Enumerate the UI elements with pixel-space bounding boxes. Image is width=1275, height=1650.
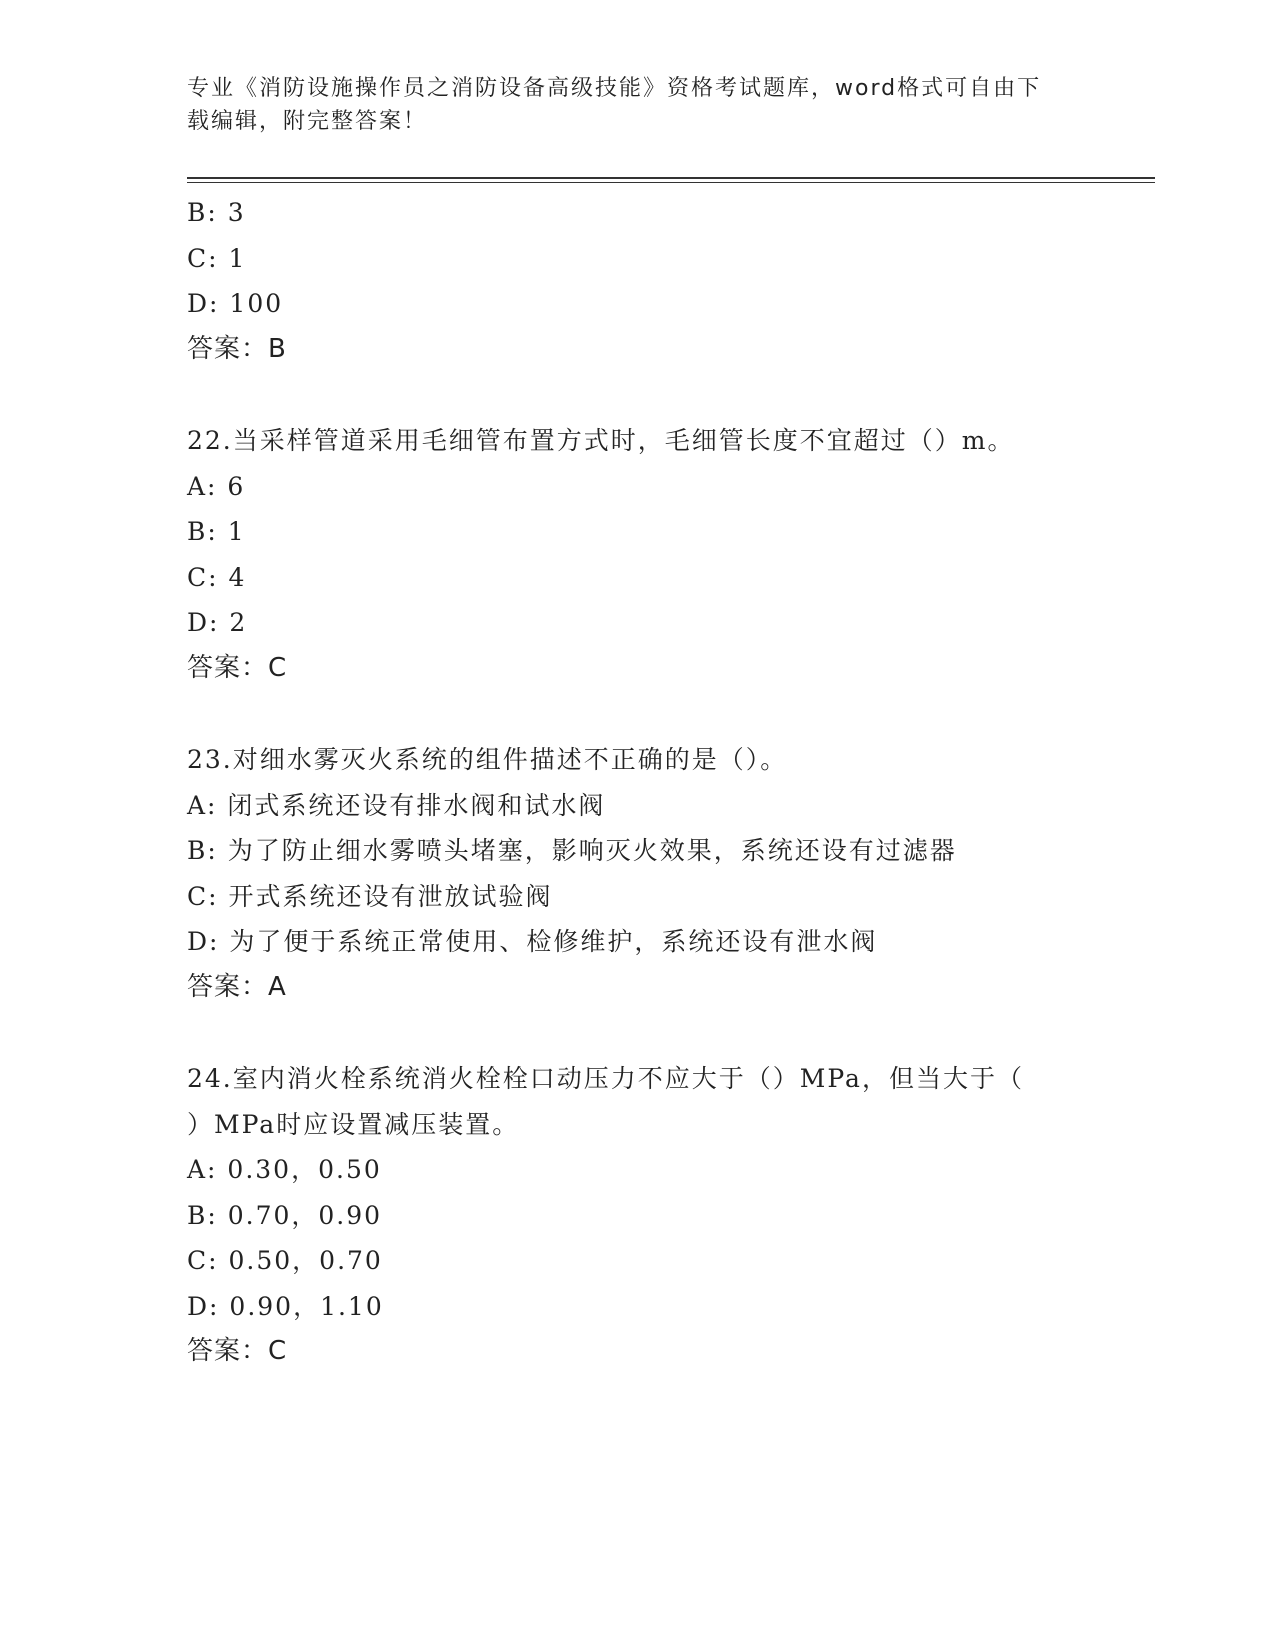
option-a: A: 闭式系统还设有排水阀和试水阀: [187, 790, 606, 820]
answer-line: 答案：C: [187, 652, 288, 683]
option-c: C: 开式系统还设有泄放试验阀: [187, 881, 553, 911]
question-21-continuation: [187, 190, 1087, 372]
option-a: A: 0.30，0.50: [187, 1155, 382, 1184]
question-24: [187, 1056, 1087, 1375]
spacer: [187, 1010, 1087, 1056]
option-d: D: 0.90，1.10: [187, 1291, 384, 1321]
spacer: [187, 691, 1087, 737]
option-b: B: 1: [187, 517, 246, 546]
answer-line: 答案：B: [187, 333, 287, 364]
header-line-2: 载编辑，附完整答案！: [187, 109, 428, 134]
question-list: [187, 190, 1087, 1375]
option-d: D: 2: [187, 608, 248, 637]
header-divider-thick: [187, 177, 1155, 179]
question-text: 24.室内消火栓系统消火栓栓口动压力不应大于（）MPa，但当大于（: [187, 1064, 1024, 1093]
option-c: C: 4: [187, 562, 247, 592]
question-text: 23.对细水雾灭火系统的组件描述不正确的是（）。: [187, 745, 788, 774]
option-c: C: 1: [187, 243, 247, 273]
question-text: 22.当采样管道采用毛细管布置方式时，毛细管长度不宜超过（）m。: [187, 426, 1015, 455]
option-d: D: 为了便于系统正常使用、检修维护，系统还设有泄水阀: [187, 927, 878, 956]
question-text-continued: ）MPa时应设置减压装置。: [187, 1109, 520, 1139]
spacer: [187, 372, 1087, 418]
option-b: B: 3: [187, 198, 246, 227]
answer-line: 答案：C: [187, 1336, 288, 1366]
option-c: C: 0.50，0.70: [187, 1246, 383, 1275]
header-divider-thin: [187, 182, 1155, 183]
answer-line: 答案：A: [187, 971, 287, 1002]
option-b: B: 0.70，0.90: [187, 1200, 383, 1230]
option-a: A: 6: [187, 471, 246, 501]
document-header: [187, 72, 1067, 138]
option-d: D: 100: [187, 289, 284, 318]
question-23: [187, 737, 1087, 1010]
option-b: B: 为了防止细水雾喷头堵塞，影响灭火效果，系统还设有过滤器: [187, 836, 957, 865]
header-line-1: 专业《消防设施操作员之消防设备高级技能》资格考试题库，word格式可自由下: [187, 76, 1042, 101]
question-22: [187, 418, 1087, 691]
